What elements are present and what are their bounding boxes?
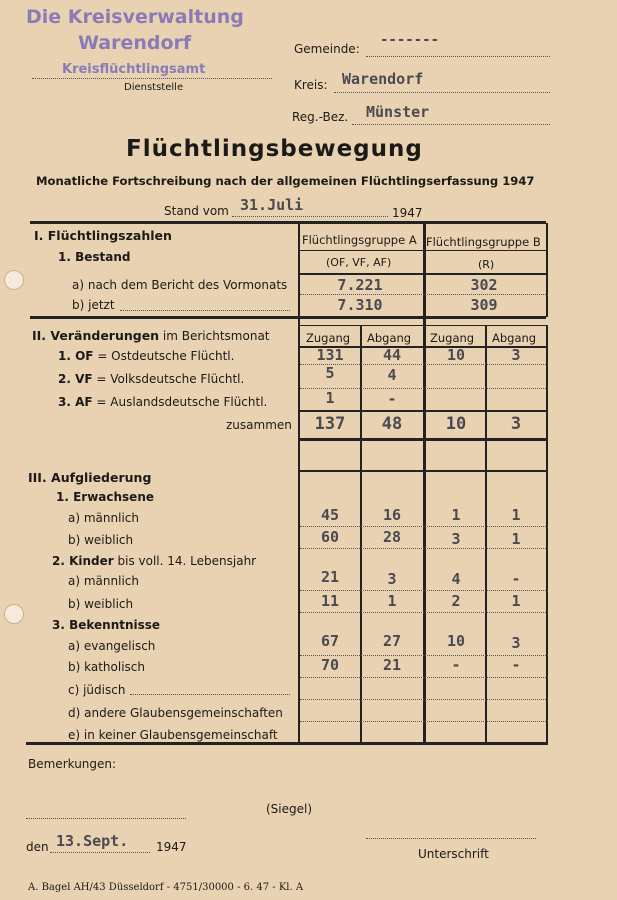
kreis-label: Kreis:	[294, 78, 328, 92]
section3-sub2-rest: bis voll. 14. Lebensjahr	[117, 554, 257, 568]
breakdown-value: 11	[320, 592, 340, 610]
dienststelle-label: Dienststelle	[124, 82, 184, 93]
siegel-label: (Siegel)	[266, 802, 313, 816]
group-a-header: Flüchtlingsgruppe A	[302, 233, 417, 247]
regbez-label: Reg.-Bez.	[292, 110, 349, 124]
total-a-zugang: 137	[314, 414, 346, 434]
section2-heading	[32, 328, 270, 343]
a-abgang-value: 4	[387, 366, 397, 384]
table-bottom-rule	[26, 742, 548, 745]
section3-top-rule	[300, 470, 548, 472]
breakdown-value: 1	[511, 592, 521, 610]
row-rule	[300, 612, 548, 613]
gemeinde-label: Gemeinde:	[294, 42, 360, 56]
table-top-rule	[30, 221, 546, 224]
breakdown-value: -	[511, 570, 521, 588]
bestand-row-label: a) nach dem Bericht des Vormonats	[72, 278, 288, 292]
bestand-a-value: 7.221	[337, 276, 383, 294]
bestand-b-value: 302	[470, 276, 498, 294]
change-row	[58, 349, 234, 363]
breakdown-row-label: b) katholisch	[68, 660, 145, 674]
kreis-value: Warendorf	[342, 70, 424, 88]
a-zugang-value: 5	[325, 364, 335, 382]
section3-sub2	[52, 554, 256, 568]
change-label: = Auslandsdeutsche Flüchtl.	[96, 395, 268, 409]
kreis-line	[334, 92, 550, 93]
total-bottom-rule	[300, 438, 548, 441]
col-b-zugang: Zugang	[430, 331, 475, 345]
signing-date: 13.Sept.	[56, 832, 129, 850]
breakdown-value: -	[511, 656, 521, 674]
breakdown-value: 1	[387, 592, 397, 610]
total-b-zugang: 10	[445, 414, 467, 434]
breakdown-row-label: a) männlich	[68, 574, 139, 588]
change-row	[58, 395, 267, 409]
b-zugang-value: 10	[446, 346, 466, 364]
change-label: = Ostdeutsche Flüchtl.	[97, 349, 235, 363]
change-code: 3. AF	[58, 395, 93, 409]
punch-hole	[4, 604, 24, 624]
breakdown-row-label: c) jüdisch	[68, 683, 126, 697]
breakdown-value: 4	[451, 570, 461, 588]
date-prefix: den	[26, 840, 49, 854]
dienststelle-line	[32, 78, 272, 79]
total-b-abgang: 3	[510, 414, 522, 434]
section1-sub: 1. Bestand	[58, 250, 131, 264]
stand-label: Stand vom	[164, 204, 229, 218]
a-zugang-value: 1	[325, 389, 335, 407]
breakdown-value: 16	[382, 506, 402, 524]
subtitle: Monatliche Fortschreibung nach der allgemeinen Flüchtlingserfassung 1947	[36, 174, 535, 188]
section2-heading-rest: im Berichtsmonat	[162, 329, 270, 343]
col-a-abgang: Abgang	[367, 331, 412, 345]
breakdown-value: 2	[451, 592, 461, 610]
section3-sub2-bold: 2. Kinder	[52, 554, 114, 568]
breakdown-row-label: d) andere Glaubensgemeinschaften	[68, 706, 283, 720]
stamp-line-3: Kreisflüchtlingsamt	[62, 62, 206, 77]
b-abgang-value: 3	[511, 346, 521, 364]
bestand-row-label: b) jetzt	[72, 298, 115, 312]
change-label: = Volksdeutsche Flüchtl.	[96, 372, 245, 386]
signature-label: Unterschrift	[418, 847, 489, 861]
breakdown-value: 1	[511, 530, 521, 548]
group-a-subheader: (OF, VF, AF)	[326, 256, 392, 269]
breakdown-value: 3	[387, 570, 397, 588]
remarks-line	[26, 818, 186, 819]
breakdown-value: 67	[320, 632, 340, 650]
section2-heading-bold: II. Veränderungen	[32, 328, 160, 343]
total-a-abgang: 48	[381, 414, 403, 434]
breakdown-row-label: b) weiblich	[68, 597, 134, 611]
stand-value: 31.Juli	[240, 196, 304, 214]
breakdown-value: 70	[320, 656, 340, 674]
section3-sub1: 1. Erwachsene	[56, 490, 155, 504]
group-sub-rule	[300, 273, 548, 275]
breakdown-value: 3	[451, 530, 461, 548]
group-b-subheader: (R)	[478, 258, 495, 271]
col-a-zugang: Zugang	[306, 331, 351, 345]
breakdown-value: 28	[382, 528, 402, 546]
a-abgang-value: -	[387, 390, 397, 408]
breakdown-value: 45	[320, 506, 340, 524]
signature-line	[366, 838, 536, 839]
row-rule	[300, 699, 548, 700]
section3-heading: III. Aufgliederung	[28, 470, 152, 485]
row-rule	[300, 677, 548, 678]
breakdown-value: 21	[320, 568, 340, 586]
breakdown-value: -	[451, 656, 461, 674]
punch-hole	[4, 270, 24, 290]
breakdown-value: 3	[511, 634, 521, 652]
section2-top-rule	[30, 316, 546, 319]
breakdown-value: 21	[382, 656, 402, 674]
breakdown-value: 27	[382, 632, 402, 650]
row-rule	[300, 721, 548, 722]
group-b-header: Flüchtlingsgruppe B	[426, 235, 541, 249]
breakdown-value: 60	[320, 528, 340, 546]
regbez-value: Münster	[366, 103, 430, 121]
breakdown-row-label: e) in keiner Glaubensgemeinschaft	[68, 728, 278, 742]
date-line	[50, 852, 150, 853]
signing-year: 1947	[156, 840, 187, 854]
gemeinde-value: -------	[380, 32, 440, 48]
breakdown-row-label: a) männlich	[68, 511, 139, 525]
col-b-abgang: Abgang	[492, 331, 537, 345]
section1-heading: I. Flüchtlingszahlen	[34, 228, 172, 243]
breakdown-row-label: a) evangelisch	[68, 639, 156, 653]
total-label: zusammen	[226, 418, 292, 432]
leader-dots	[130, 694, 290, 695]
leader-dots	[120, 310, 290, 311]
bestand-row-rule	[300, 294, 548, 295]
stamp-line-1: Die Kreisverwaltung	[26, 6, 244, 28]
zugang-top-rule	[300, 325, 548, 326]
change-code: 2. VF	[58, 372, 93, 386]
breakdown-row-label: b) weiblich	[68, 533, 134, 547]
change-code: 1. OF	[58, 349, 94, 363]
change-row	[58, 372, 244, 386]
group-header-rule	[300, 250, 548, 251]
bestand-b-value: 309	[470, 296, 498, 314]
total-top-rule	[300, 410, 548, 412]
a-abgang-value: 44	[382, 346, 402, 364]
row-rule	[300, 590, 548, 591]
a-zugang-value: 131	[316, 346, 344, 364]
section3-sub3: 3. Bekenntnisse	[52, 618, 161, 632]
page-title: Flüchtlingsbewegung	[126, 136, 423, 162]
row-rule	[300, 548, 548, 549]
row-rule	[300, 526, 548, 527]
regbez-line	[352, 124, 550, 125]
printer-imprint: A. Bagel AH/43 Düsseldorf - 4751/30000 - 6. 47 - Kl. A	[28, 882, 304, 893]
stand-year: 1947	[392, 206, 423, 220]
bestand-a-value: 7.310	[337, 296, 383, 314]
gemeinde-line	[366, 56, 550, 57]
breakdown-value: 1	[511, 506, 521, 524]
stand-line	[232, 216, 388, 217]
breakdown-value: 1	[451, 506, 461, 524]
bemerkungen-label: Bemerkungen:	[28, 757, 117, 771]
breakdown-value: 10	[446, 632, 466, 650]
table-col-b-right	[546, 223, 548, 317]
stamp-line-2: Warendorf	[78, 32, 192, 54]
